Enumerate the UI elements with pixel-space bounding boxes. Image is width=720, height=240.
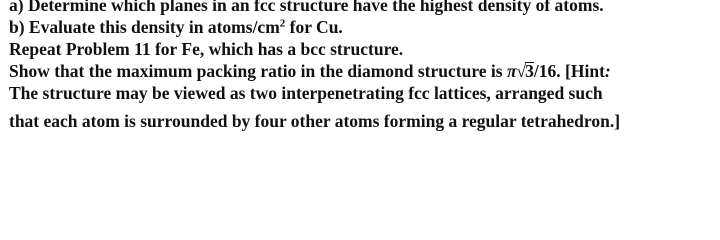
cut-off-line-clip	[0, 110, 720, 131]
hint-colon: :	[604, 61, 611, 81]
problem-2-line	[0, 38, 403, 60]
problem-3-text-line-2: The structure may be viewed as two interpenetrating fcc lattices, arranged such	[9, 83, 603, 103]
problem-number	[0, 0, 9, 16]
problem-1-part-a: a) Determine which planes in an fcc structure have the highest density of atoms.	[9, 0, 604, 15]
problem-1-part-b: b) Evaluate this density in atoms/cm	[9, 17, 280, 37]
problem-1-line-a	[0, 0, 604, 16]
pi-symbol: π	[506, 61, 517, 81]
problem-3-line-1	[0, 60, 611, 82]
problem-2-text: Repeat Problem 11 for Fe, which has a bcc structure.	[9, 39, 404, 59]
problem-3-text-line-3: that each atom is surrounded by four other atoms forming a regular tetrahedron.]	[9, 111, 621, 131]
hint-label: [Hint	[565, 61, 605, 81]
problem-1-line-b	[0, 16, 343, 38]
problem-3-line-2	[0, 82, 603, 104]
problem-number	[0, 60, 9, 82]
problem-1-part-b-suffix: for Cu.	[285, 17, 343, 37]
problem-3-fraction: /16.	[533, 61, 566, 81]
problem-3-line-3-partial	[0, 110, 620, 132]
sqrt-symbol: √	[516, 61, 527, 81]
problem-3-text: Show that the maximum packing ratio in the diamond structure is	[9, 61, 507, 81]
sqrt-content: 3	[525, 61, 534, 81]
superscript: 2	[279, 17, 286, 30]
problem-number	[0, 38, 9, 60]
